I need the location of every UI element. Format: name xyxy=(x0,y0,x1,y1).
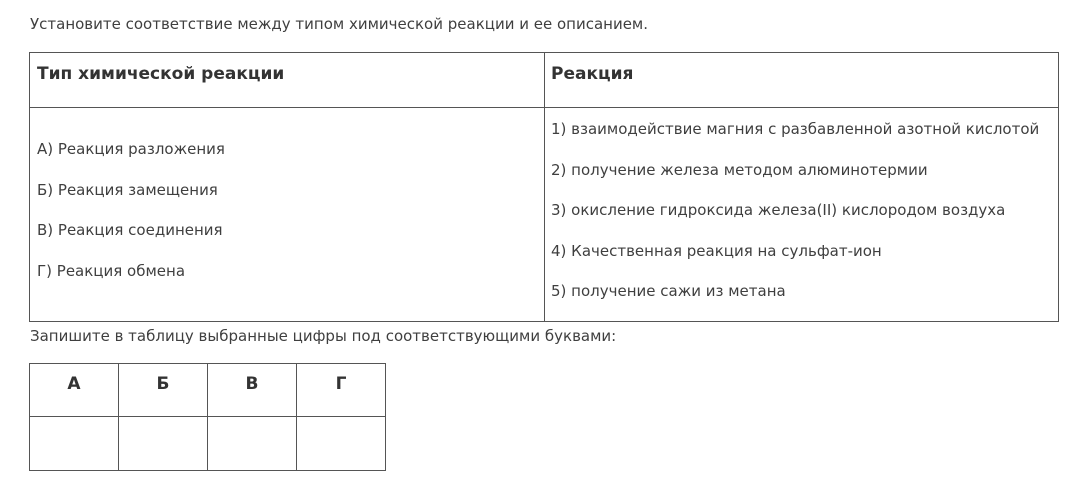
matching-table xyxy=(29,52,1059,322)
answer-cell-g[interactable] xyxy=(297,417,386,471)
reaction-type-item: В) Реакция соединения xyxy=(37,221,223,239)
reaction-item: 3) окисление гидроксида железа(II) кислородом воздуха xyxy=(551,201,1006,219)
answer-cell-v[interactable] xyxy=(208,417,297,471)
reaction-item: 1) взаимодействие магния с разбавленной азотной кислотой xyxy=(551,120,1040,138)
instruction-text: Установите соответствие между типом химической реакции и ее описанием. xyxy=(30,15,649,33)
answer-header-g: Г xyxy=(297,364,386,417)
answer-header-v: В xyxy=(208,364,297,417)
reaction-item: 4) Качественная реакция на сульфат-ион xyxy=(551,241,882,260)
reaction-types-list xyxy=(37,139,225,301)
reaction-type-item: А) Реакция разложения xyxy=(37,140,225,158)
reactions-list xyxy=(551,119,1039,322)
answer-header-b: Б xyxy=(119,364,208,417)
header-reaction-type: Тип химической реакции xyxy=(37,64,285,84)
header-divider xyxy=(30,107,1058,108)
column-divider xyxy=(544,53,545,321)
reaction-item: 2) получение железа методом алюминотермии xyxy=(551,160,928,179)
reaction-type-item: Б) Реакция замещения xyxy=(37,180,218,199)
answer-cell-a[interactable] xyxy=(30,417,119,471)
answer-header-a: А xyxy=(30,364,119,417)
header-reaction: Реакция xyxy=(551,64,634,84)
reaction-item: 5) получение сажи из метана xyxy=(551,282,786,300)
reaction-type-item: Г) Реакция обмена xyxy=(37,261,186,280)
answer-instruction: Запишите в таблицу выбранные цифры под соответствующими буквами: xyxy=(30,327,617,345)
answer-cell-b[interactable] xyxy=(119,417,208,471)
answer-table xyxy=(29,363,386,471)
